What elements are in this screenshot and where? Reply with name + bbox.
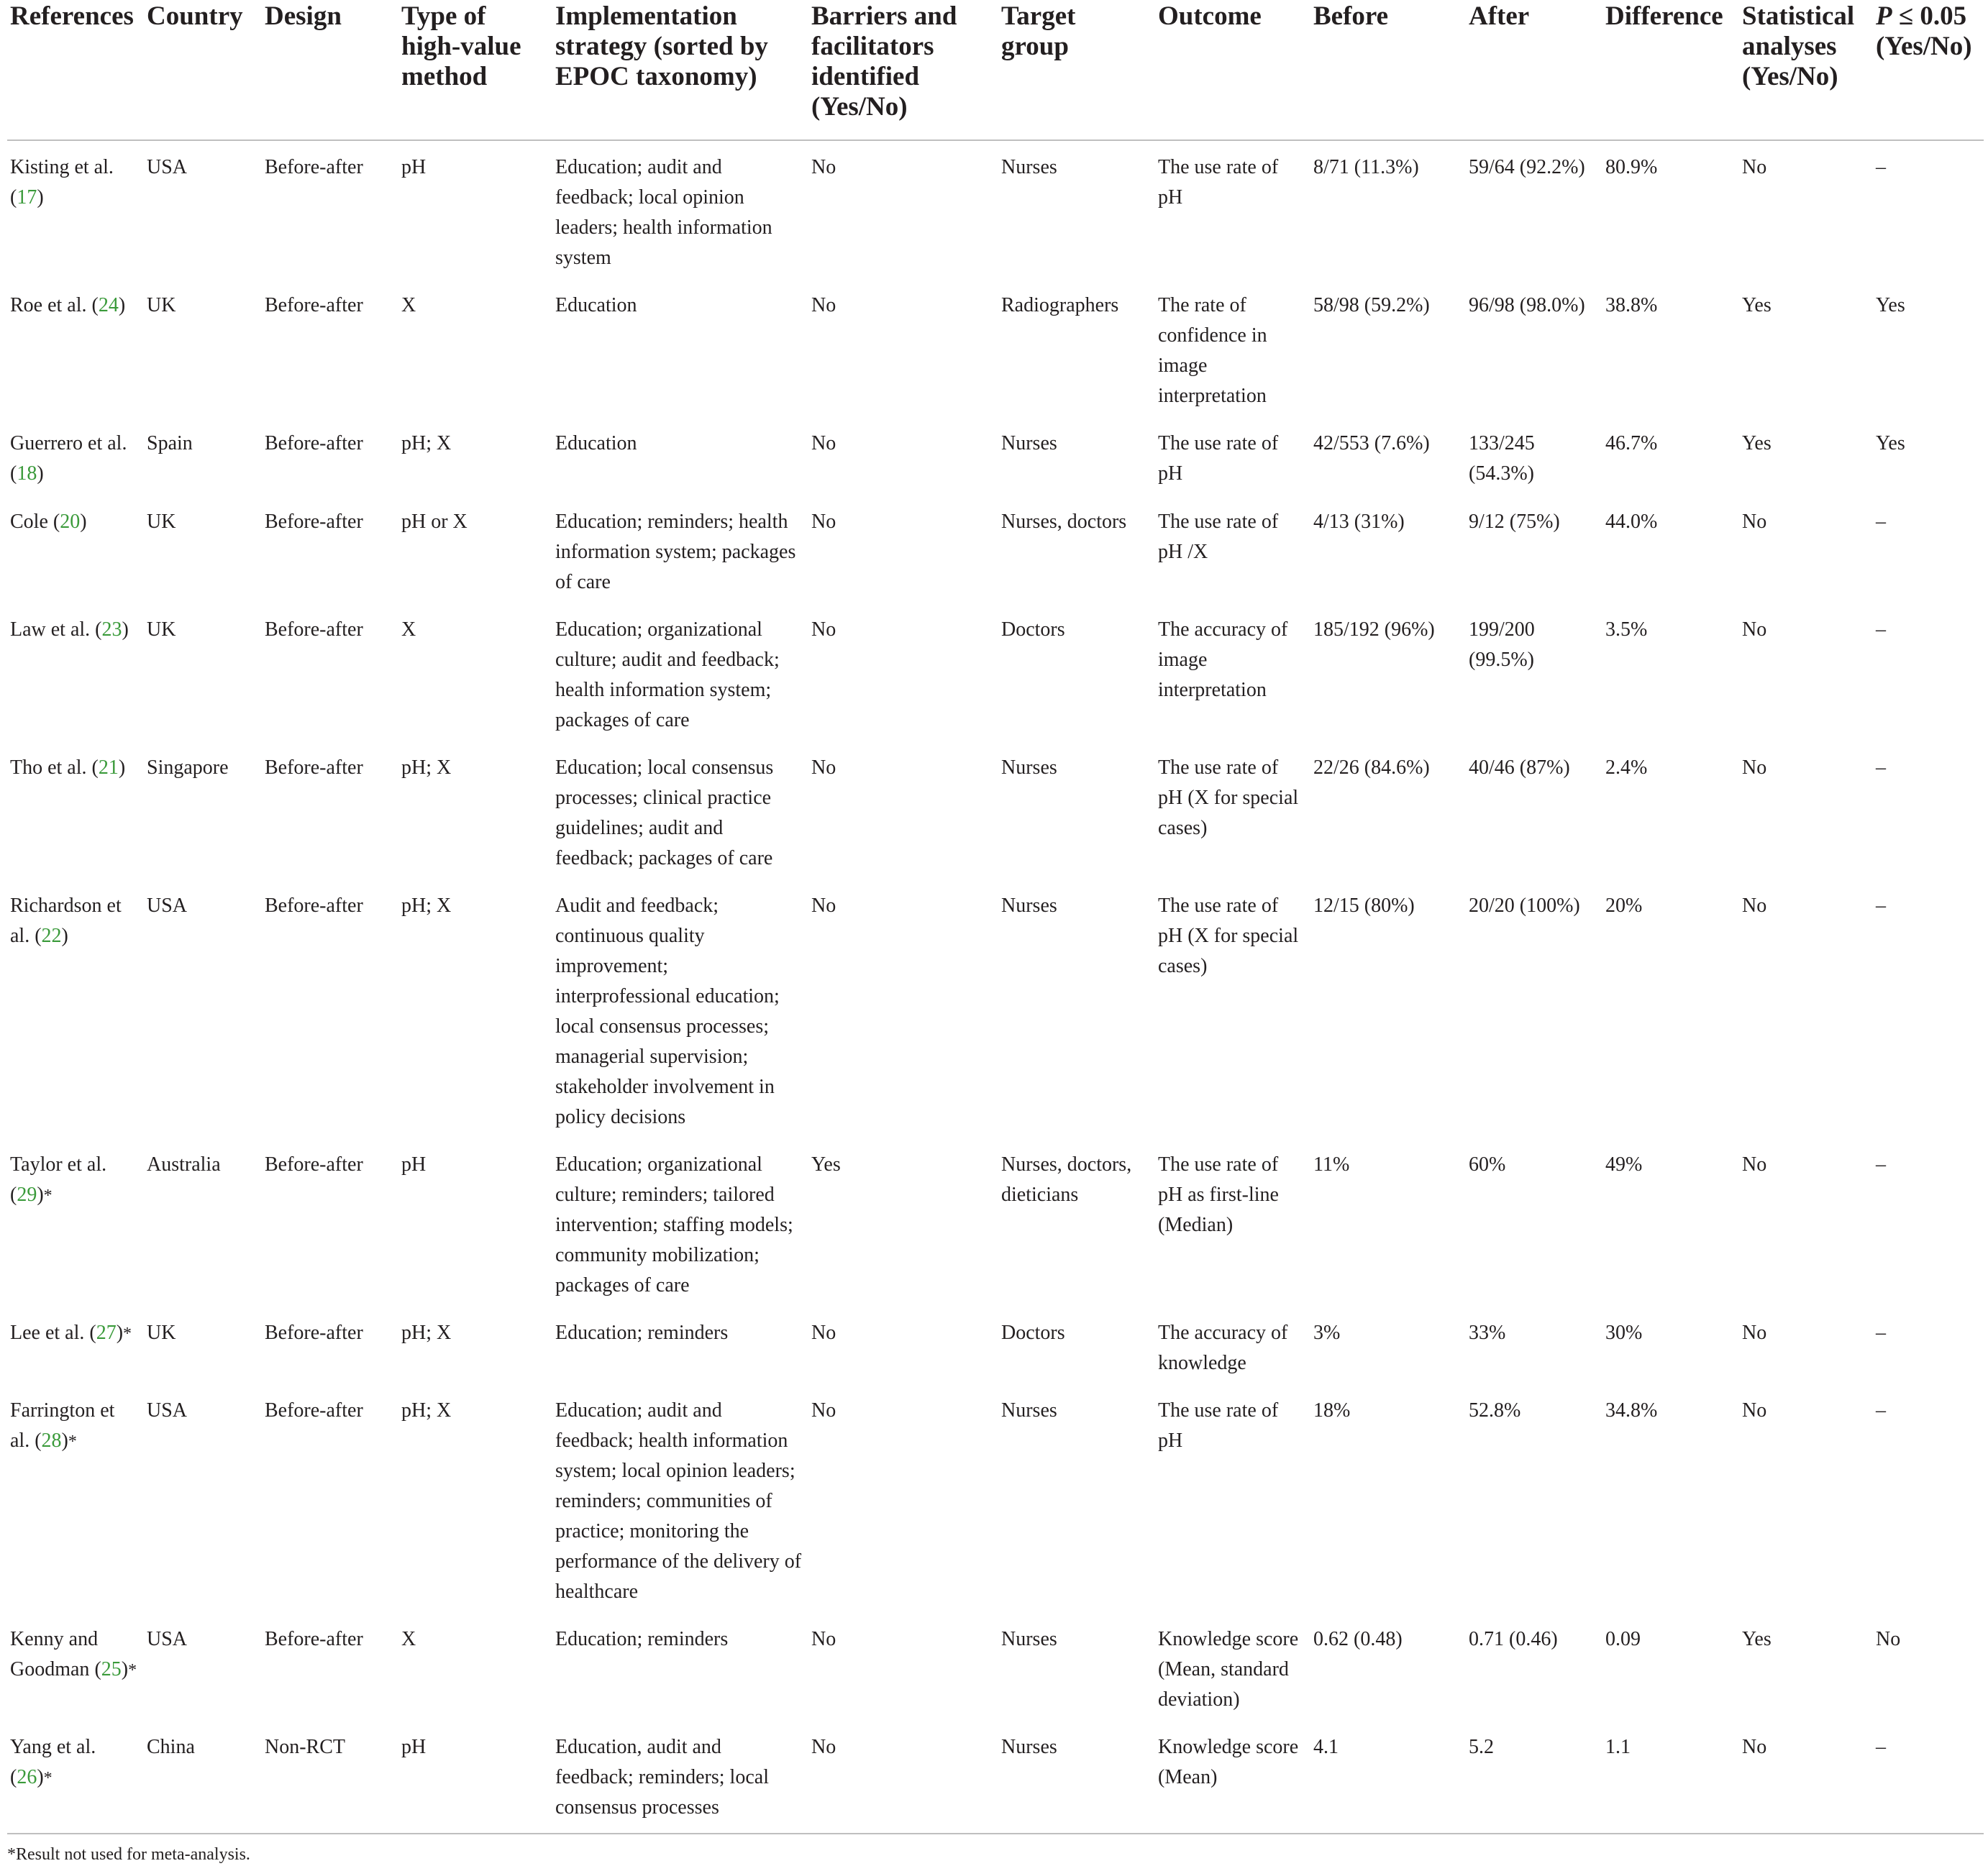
- ref-author: Lee et al.: [10, 1322, 85, 1344]
- cell-difference: 38.8%: [1605, 294, 1658, 316]
- cell-p-value: –: [1876, 1322, 1886, 1344]
- cell-barriers: No: [808, 1721, 998, 1834]
- ref-open: (: [84, 1322, 96, 1344]
- table-row: [7, 417, 1984, 495]
- ref-close: ): [116, 1322, 124, 1344]
- cell-difference: 44.0%: [1605, 511, 1658, 533]
- cell-country: UK: [147, 511, 176, 533]
- ref-link[interactable]: 20: [60, 511, 81, 533]
- cell-stats: No: [1742, 895, 1767, 917]
- ref-link[interactable]: 25: [101, 1658, 122, 1680]
- table-row: [7, 1721, 1984, 1834]
- cell-difference: 46.7%: [1605, 432, 1658, 454]
- table-row: [7, 1613, 1984, 1721]
- cell-stats: No: [1742, 1399, 1767, 1422]
- table-body: [7, 140, 1984, 1834]
- cell-country: Australia: [147, 1153, 221, 1176]
- cell-p-value: –: [1876, 756, 1886, 779]
- ref-author: Roe et al.: [10, 294, 87, 316]
- ref-author: Law et al.: [10, 618, 91, 641]
- header-strategy: Implementation strategy (sorted by EPOC taxonomy): [552, 0, 808, 140]
- cell-country: UK: [147, 618, 176, 641]
- cell-after: 52.8%: [1469, 1399, 1521, 1422]
- cell-stats: No: [1742, 511, 1767, 533]
- cell-after: 9/12 (75%): [1469, 511, 1560, 533]
- cell-country: USA: [147, 895, 188, 917]
- cell-p-value: Yes: [1876, 294, 1905, 316]
- cell-design: Before-after: [265, 618, 363, 641]
- header-barriers: Barriers and facilitators identified (Yes/No): [808, 0, 998, 140]
- cell-target: Nurses, doctors, dieticians: [1001, 1153, 1132, 1206]
- cell-before: 58/98 (59.2%): [1313, 294, 1430, 316]
- cell-design: Before-after: [265, 756, 363, 779]
- studies-table: [7, 0, 1984, 1834]
- ref-open: (: [29, 925, 42, 947]
- table-row: [7, 741, 1984, 879]
- ref-author: Guerrero et al.: [10, 432, 127, 454]
- cell-design: Before-after: [265, 1322, 363, 1344]
- cell-reference: [7, 603, 144, 741]
- cell-barriers: No: [811, 895, 836, 917]
- cell-target: Nurses: [1001, 156, 1057, 178]
- ref-author: Taylor et al.: [10, 1153, 107, 1176]
- header-p-symbol: P: [1876, 1, 1892, 31]
- cell-reference: [7, 1384, 144, 1613]
- cell-outcome: The use rate of pH (X for special cases): [1158, 756, 1299, 839]
- ref-open: (: [86, 756, 99, 779]
- cell-difference: 3.5%: [1605, 618, 1648, 641]
- cell-type: X: [401, 618, 416, 641]
- cell-type: pH; X: [401, 432, 452, 454]
- cell-before: 4/13 (31%): [1313, 511, 1405, 533]
- header-p-rest: ≤ 0.05 (Yes/No): [1876, 1, 1972, 61]
- cell-reference: [7, 1613, 144, 1721]
- header-references: References: [7, 0, 144, 140]
- cell-outcome: Knowledge score (Mean, standard deviation): [1158, 1628, 1299, 1711]
- cell-target: Nurses, doctors: [1001, 511, 1127, 533]
- cell-barriers: No: [811, 756, 836, 779]
- ref-link[interactable]: 28: [41, 1430, 62, 1452]
- ref-link[interactable]: 26: [17, 1766, 37, 1788]
- cell-barriers: No: [811, 1322, 836, 1344]
- ref-author: Kisting et al.: [10, 156, 114, 178]
- cell-outcome: The use rate of pH: [1158, 156, 1279, 209]
- table-row: [7, 495, 1984, 603]
- cell-before: 3%: [1313, 1322, 1341, 1344]
- cell-outcome: The use rate of pH: [1158, 432, 1279, 485]
- cell-design: Before-after: [265, 1399, 363, 1422]
- cell-strategy: Education; organizational culture; audit and feedback; health information system; packages of care: [555, 618, 780, 731]
- cell-design: Before-after: [265, 156, 363, 178]
- cell-after: 20/20 (100%): [1469, 895, 1580, 917]
- cell-after: 59/64 (92.2%): [1469, 156, 1585, 178]
- cell-design: Before-after: [265, 294, 363, 316]
- table-row: [7, 279, 1984, 417]
- ref-asterisk: *: [68, 1432, 77, 1451]
- ref-link[interactable]: 24: [98, 294, 119, 316]
- cell-strategy: Education, audit and feedback; reminders; local consensus processes: [552, 1721, 808, 1834]
- ref-open: (: [10, 462, 17, 485]
- cell-barriers: No: [811, 156, 836, 178]
- cell-target: Nurses: [998, 1721, 1155, 1834]
- ref-close: ): [118, 756, 126, 779]
- cell-barriers: No: [811, 1628, 836, 1650]
- cell-barriers: No: [811, 618, 836, 641]
- table-container: [7, 0, 1984, 1866]
- table-row: [7, 1384, 1984, 1613]
- ref-open: (: [10, 1766, 17, 1788]
- cell-stats: Yes: [1742, 432, 1772, 454]
- cell-type: X: [401, 294, 416, 316]
- cell-type: pH; X: [401, 756, 452, 779]
- cell-before: 0.62 (0.48): [1313, 1628, 1403, 1650]
- header-after: After: [1466, 0, 1602, 140]
- cell-target: Doctors: [1001, 1322, 1065, 1344]
- cell-strategy: Education: [555, 432, 637, 454]
- ref-open: (: [89, 1658, 101, 1680]
- header-country: Country: [144, 0, 262, 140]
- cell-p-value: –: [1876, 156, 1886, 178]
- ref-close: ): [37, 1184, 44, 1206]
- cell-difference: 20%: [1605, 895, 1643, 917]
- cell-reference: [7, 417, 144, 495]
- cell-strategy: Education; organizational culture; reminders; tailored intervention; staffing models; community mobilization; packages of care: [555, 1153, 793, 1296]
- ref-close: ): [80, 511, 87, 533]
- cell-after: 60%: [1469, 1153, 1506, 1176]
- cell-p-value: –: [1876, 618, 1886, 641]
- cell-outcome: The use rate of pH as first-line (Median): [1158, 1153, 1279, 1236]
- ref-close: ): [37, 186, 44, 209]
- header-outcome: Outcome: [1155, 0, 1310, 140]
- cell-difference: 30%: [1605, 1322, 1643, 1344]
- cell-difference: 34.8%: [1605, 1399, 1658, 1422]
- cell-target: Radiographers: [1001, 294, 1119, 316]
- cell-difference: 1.1: [1602, 1721, 1739, 1834]
- cell-outcome: The use rate of pH: [1158, 1399, 1279, 1452]
- cell-difference: 2.4%: [1605, 756, 1648, 779]
- cell-reference: [7, 140, 144, 279]
- cell-barriers: No: [811, 432, 836, 454]
- cell-design: Before-after: [265, 432, 363, 454]
- ref-open: (: [10, 1184, 17, 1206]
- ref-open: (: [86, 294, 99, 316]
- ref-author: Farrington et al.: [10, 1399, 115, 1452]
- cell-strategy: Audit and feedback; continuous quality improvement; interprofessional education; local consensus processes; managerial supervision; stakeholder involvement in policy decisions: [555, 895, 780, 1128]
- cell-p-value: –: [1876, 1153, 1886, 1176]
- cell-reference: [7, 741, 144, 879]
- cell-design: Before-after: [265, 511, 363, 533]
- cell-after: 40/46 (87%): [1469, 756, 1570, 779]
- cell-p-value: Yes: [1876, 432, 1905, 454]
- cell-before: 8/71 (11.3%): [1313, 156, 1419, 178]
- table-row: [7, 603, 1984, 741]
- cell-type: pH; X: [401, 1399, 452, 1422]
- cell-type: pH; X: [401, 895, 452, 917]
- cell-stats: No: [1742, 1322, 1767, 1344]
- cell-stats: No: [1742, 756, 1767, 779]
- cell-outcome: The accuracy of image interpretation: [1158, 618, 1288, 701]
- cell-p-value: –: [1876, 1399, 1886, 1422]
- cell-p-value: –: [1876, 511, 1886, 533]
- ref-close: ): [121, 1658, 129, 1680]
- ref-link[interactable]: 23: [101, 618, 122, 641]
- cell-country: UK: [147, 294, 176, 316]
- cell-country: China: [144, 1721, 262, 1834]
- cell-strategy: Education; reminders: [555, 1628, 729, 1650]
- ref-asterisk: *: [43, 1186, 53, 1205]
- cell-reference: [7, 1138, 144, 1307]
- cell-outcome: The use rate of pH /X: [1158, 511, 1279, 563]
- cell-barriers: No: [811, 1399, 836, 1422]
- cell-difference: 49%: [1605, 1153, 1643, 1176]
- ref-close: ): [61, 925, 68, 947]
- header-stats: Statistical analyses (Yes/No): [1739, 0, 1873, 140]
- cell-strategy: Education; audit and feedback; health information system; local opinion leaders; reminders; communities of practice; monitoring the performance of the delivery of healthcare: [555, 1399, 802, 1603]
- cell-stats: No: [1739, 1721, 1873, 1834]
- ref-open: (: [47, 511, 60, 533]
- cell-target: Nurses: [1001, 1628, 1057, 1650]
- ref-link[interactable]: 21: [98, 756, 119, 779]
- cell-before: 12/15 (80%): [1313, 895, 1415, 917]
- ref-link[interactable]: 22: [41, 925, 62, 947]
- cell-outcome: Knowledge score (Mean): [1155, 1721, 1310, 1834]
- header-target: Target group: [998, 0, 1155, 140]
- ref-open: (: [29, 1430, 42, 1452]
- cell-target: Doctors: [1001, 618, 1065, 641]
- ref-asterisk: *: [43, 1769, 53, 1788]
- header-difference: Difference: [1602, 0, 1739, 140]
- table-row: [7, 879, 1984, 1138]
- ref-asterisk: *: [123, 1325, 132, 1343]
- cell-after: 133/245 (54.3%): [1469, 432, 1535, 485]
- cell-design: Before-after: [265, 895, 363, 917]
- cell-after: 5.2: [1466, 1721, 1602, 1834]
- ref-close: ): [37, 1766, 44, 1788]
- ref-close: ): [122, 618, 129, 641]
- cell-outcome: The accuracy of knowledge: [1158, 1322, 1288, 1374]
- cell-reference: [7, 879, 144, 1138]
- cell-before: 42/553 (7.6%): [1313, 432, 1430, 454]
- cell-after: 0.71 (0.46): [1469, 1628, 1558, 1650]
- cell-barriers: No: [811, 511, 836, 533]
- header-p-value: [1873, 0, 1984, 140]
- ref-author: Richardson et al.: [10, 895, 122, 947]
- ref-open: (: [10, 186, 17, 209]
- cell-type: pH: [401, 1153, 427, 1176]
- ref-asterisk: *: [128, 1661, 137, 1680]
- ref-link[interactable]: 27: [96, 1322, 117, 1344]
- header-before: Before: [1310, 0, 1466, 140]
- cell-stats: No: [1742, 618, 1767, 641]
- cell-before: 11%: [1313, 1153, 1350, 1176]
- cell-type: X: [401, 1628, 416, 1650]
- cell-type: pH: [401, 156, 427, 178]
- ref-author: Yang et al.: [10, 1736, 96, 1758]
- cell-strategy: Education; reminders: [555, 1322, 729, 1344]
- cell-difference: 0.09: [1605, 1628, 1641, 1650]
- cell-reference: [7, 279, 144, 417]
- cell-country: USA: [147, 1399, 188, 1422]
- header-design: Design: [262, 0, 398, 140]
- cell-before: 18%: [1313, 1399, 1351, 1422]
- ref-link[interactable]: 29: [17, 1184, 37, 1206]
- cell-country: USA: [147, 156, 188, 178]
- cell-country: Spain: [147, 432, 193, 454]
- ref-close: ): [61, 1430, 68, 1452]
- footnote: *Result not used for meta-analysis.: [7, 1845, 250, 1864]
- cell-before: 4.1: [1310, 1721, 1466, 1834]
- cell-country: Singapore: [147, 756, 229, 779]
- ref-link[interactable]: 18: [17, 462, 37, 485]
- cell-type: pH: [398, 1721, 552, 1834]
- cell-reference: [7, 495, 144, 603]
- cell-strategy: Education; audit and feedback; local opinion leaders; health information system: [555, 156, 772, 269]
- cell-type: pH or X: [401, 511, 468, 533]
- header-type: Type of high-value method: [398, 0, 552, 140]
- cell-p-value: –: [1873, 1721, 1984, 1834]
- cell-outcome: The use rate of pH (X for special cases): [1158, 895, 1299, 977]
- cell-stats: Yes: [1742, 1628, 1772, 1650]
- cell-stats: No: [1742, 156, 1767, 178]
- ref-link[interactable]: 17: [17, 186, 37, 209]
- cell-design: Non-RCT: [262, 1721, 398, 1834]
- ref-author: Cole: [10, 511, 48, 533]
- table-row: [7, 1307, 1984, 1384]
- cell-after: 96/98 (98.0%): [1469, 294, 1585, 316]
- cell-reference: [7, 1721, 144, 1834]
- header-row: [7, 0, 1984, 140]
- cell-stats: Yes: [1742, 294, 1772, 316]
- ref-author: Tho et al.: [10, 756, 87, 779]
- cell-target: Nurses: [1001, 756, 1057, 779]
- cell-strategy: Education; local consensus processes; clinical practice guidelines; audit and feedback; packages of care: [555, 756, 774, 869]
- cell-before: 185/192 (96%): [1313, 618, 1435, 641]
- cell-p-value: No: [1876, 1628, 1901, 1650]
- cell-target: Nurses: [1001, 432, 1057, 454]
- cell-p-value: –: [1876, 895, 1886, 917]
- cell-design: Before-after: [265, 1628, 363, 1650]
- ref-open: (: [90, 618, 102, 641]
- cell-strategy: Education; reminders; health information system; packages of care: [555, 511, 796, 593]
- cell-country: USA: [147, 1628, 188, 1650]
- cell-target: Nurses: [1001, 1399, 1057, 1422]
- cell-design: Before-after: [265, 1153, 363, 1176]
- table-row: [7, 140, 1984, 279]
- ref-close: ): [118, 294, 126, 316]
- cell-after: 199/200 (99.5%): [1469, 618, 1535, 671]
- cell-country: UK: [147, 1322, 176, 1344]
- cell-outcome: The rate of confidence in image interpretation: [1158, 294, 1267, 407]
- cell-type: pH; X: [401, 1322, 452, 1344]
- cell-difference: 80.9%: [1605, 156, 1658, 178]
- cell-reference: [7, 1307, 144, 1384]
- ref-author: Kenny and Goodman: [10, 1628, 99, 1680]
- cell-barriers: Yes: [811, 1153, 841, 1176]
- table-row: [7, 1138, 1984, 1307]
- cell-before: 22/26 (84.6%): [1313, 756, 1430, 779]
- cell-target: Nurses: [1001, 895, 1057, 917]
- cell-after: 33%: [1469, 1322, 1506, 1344]
- cell-stats: No: [1742, 1153, 1767, 1176]
- cell-strategy: Education: [555, 294, 637, 316]
- cell-barriers: No: [811, 294, 836, 316]
- ref-close: ): [37, 462, 44, 485]
